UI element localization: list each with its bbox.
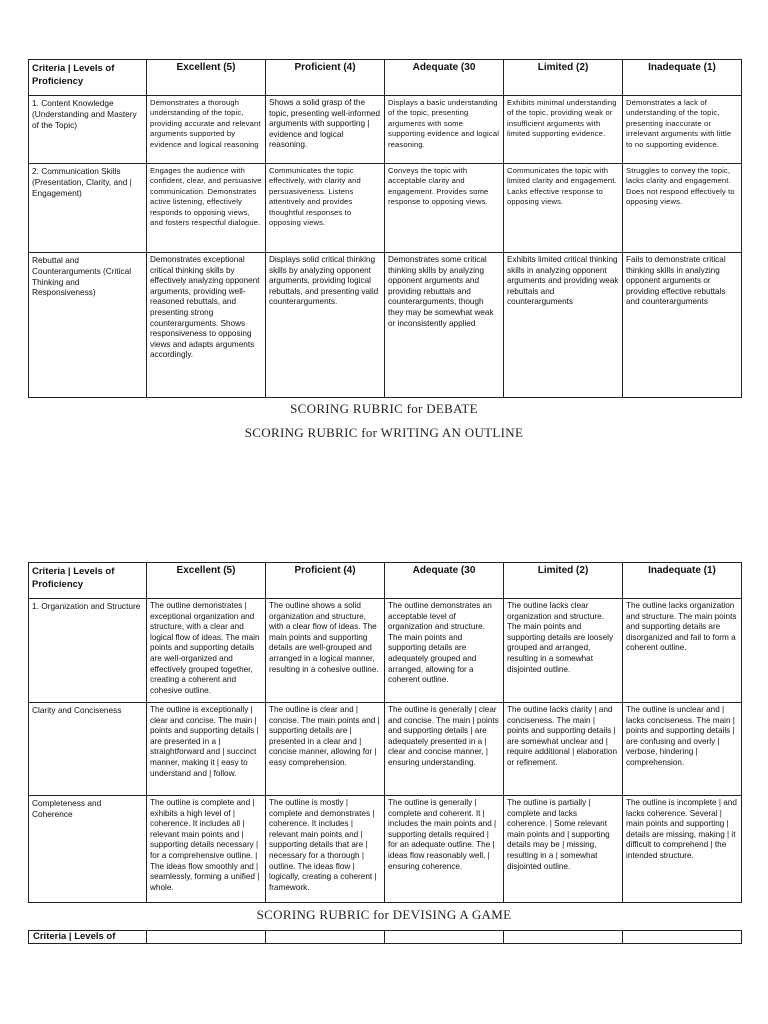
table-row — [29, 703, 742, 796]
descriptor-cell: Displays solid critical thinking skills by analyzing opponent arguments, providing logical rebuttals, and presenting valid counterarguments. — [266, 253, 385, 398]
descriptor-cell: Conveys the topic with acceptable clarity and engagement. Provides some response to opposing views. — [385, 164, 504, 253]
descriptor-cell: The outline lacks clarity | and conciseness. The main | points and supporting details | are somewhat unclear and | require additional | elaboration or refinement. — [504, 703, 623, 796]
descriptor-cell: The outline is mostly | complete and demonstrates | coherence. It includes | relevant main points and | supporting details that are | necessary for a thorough | outline. The ideas flow | logically, creating a coherent | framework. — [266, 796, 385, 903]
table-header-row — [29, 60, 742, 96]
descriptor-cell: The outline is exceptionally | clear and concise. The main | points and supporting details | are presented in a | straightforward and | succinct manner, making it | easy to understand and | follow. — [147, 703, 266, 796]
game-rubric-caption: SCORING RUBRIC for DEVISING A GAME — [256, 907, 512, 922]
descriptor-cell: Demonstrates exceptional critical thinking skills by effectively analyzing opponent arguments, providing well-reasoned rebuttals, and presenting strong counterarguments. Shows responsiveness to opposing views and adapts arguments accordingly. — [147, 253, 266, 398]
descriptor-cell: Shows a solid grasp of the topic, presenting well-informed arguments with supporting | evidence and logical reasoning. — [266, 96, 385, 164]
descriptor-cell: The outline is generally | clear and concise. The main | points and supporting details | are adequately presented in a | clear and concise manner, | ensuring understanding. — [385, 703, 504, 796]
descriptor-cell: The outline lacks clear organization and structure. The main points and supporting details are loosely grouped and arranged, resulting in a somewhat disjointed outline. — [504, 599, 623, 703]
criteria-header: Criteria | Levels of Proficiency — [29, 60, 147, 96]
criterion-label: 1. Content Knowledge (Understanding and Mastery of the Topic) — [29, 96, 147, 164]
table-row — [29, 164, 742, 253]
table-row — [29, 599, 742, 703]
table-header-row — [29, 563, 742, 599]
table-header-row — [29, 931, 742, 944]
criteria-header: Criteria | Levels of — [29, 931, 147, 944]
descriptor-cell: Demonstrates some critical thinking skills by analyzing opponent arguments and providing rebuttals and counterarguments, though they may be somewhat weak or inconsistently applied — [385, 253, 504, 398]
descriptor-cell: Exhibits minimal understanding of the topic, providing weak or insufficient arguments with limited supporting evidence. — [504, 96, 623, 164]
level-header-limited: Limited (2) — [504, 60, 623, 96]
descriptor-cell: Struggles to convey the topic, lacks clarity and engagement. Does not respond effectively to opposing views. — [623, 164, 742, 253]
descriptor-cell: Engages the audience with confident, clear, and persuasive communication. Demonstrates active listening, effectively responds to opposing views, and fosters respectful dialogue. — [147, 164, 266, 253]
criterion-label: Rebuttal and Counterarguments (Critical Thinking and Responsiveness) — [29, 253, 147, 398]
descriptor-cell: The outline is unclear and | lacks conciseness. The main | points and supporting details | are confusing and overly | verbose, hindering | comprehension. — [623, 703, 742, 796]
level-header-inadequate: Inadequate (1) — [623, 60, 742, 96]
level-header-proficient: Proficient (4) — [266, 563, 385, 599]
level-header-excellent: Excellent (5) — [147, 60, 266, 96]
descriptor-cell: Fails to demonstrate critical thinking skills in analyzing opponent arguments or providing effective rebuttals and counterarguments — [623, 253, 742, 398]
empty-header-cell — [147, 931, 266, 944]
descriptor-cell: Displays a basic understanding of the topic, presenting arguments with some supporting evidence and logical reasoning. — [385, 96, 504, 164]
debate-rubric-table — [28, 59, 742, 398]
level-header-inadequate: Inadequate (1) — [623, 563, 742, 599]
game-rubric-table — [28, 930, 742, 944]
descriptor-cell: The outline demonstrates an acceptable level of organization and structure. The main points and supporting details are adequately grouped and arranged, allowing for a coherent outline. — [385, 599, 504, 703]
criterion-label: Completeness and Coherence — [29, 796, 147, 903]
level-header-limited: Limited (2) — [504, 563, 623, 599]
table-row — [29, 96, 742, 164]
level-header-excellent: Excellent (5) — [147, 563, 266, 599]
criterion-label: 1. Organization and Structure — [29, 599, 147, 703]
table-row — [29, 253, 742, 398]
descriptor-cell: The outline demonstrates | exceptional organization and structure, with a clear and logical flow of ideas. The main points and supporting details are well-organized and effectively grouped together, creating a coherent and cohesive outline. — [147, 599, 266, 703]
descriptor-cell: The outline lacks organization and structure. The main points and supporting details are disorganized and fail to form a coherent outline. — [623, 599, 742, 703]
outline-rubric-caption: SCORING RUBRIC for WRITING AN OUTLINE — [244, 425, 524, 440]
descriptor-cell: Communicates the topic effectively, with clarity and persuasiveness. Listens attentively and provides thoughtful responses to opposing views. — [266, 164, 385, 253]
criteria-header: Criteria | Levels of Proficiency — [29, 563, 147, 599]
descriptor-cell: Exhibits limited critical thinking skills in analyzing opponent arguments and providing weak rebuttals and counterarguments — [504, 253, 623, 398]
table-row — [29, 796, 742, 903]
descriptor-cell: Communicates the topic with limited clarity and engagement. Lacks effective response to opposing views. — [504, 164, 623, 253]
descriptor-cell: The outline shows a solid organization and structure, with a clear flow of ideas. The main points and supporting details are well-grouped and arranged in a logical manner, resulting in a cohesive outline. — [266, 599, 385, 703]
empty-header-cell — [623, 931, 742, 944]
debate-rubric-caption: SCORING RUBRIC for DEBATE — [290, 401, 478, 416]
outline-rubric-table — [28, 562, 742, 903]
descriptor-cell: The outline is incomplete | and lacks coherence. Several | main points and supporting | details are missing, making | it difficult to comprehend | the intended structure. — [623, 796, 742, 903]
empty-header-cell — [385, 931, 504, 944]
level-header-proficient: Proficient (4) — [266, 60, 385, 96]
empty-header-cell — [504, 931, 623, 944]
descriptor-cell: The outline is complete and | exhibits a high level of | coherence. It includes all | relevant main points and | supporting details necessary | for a comprehensive outline. | The ideas flow smoothly and | seamlessly, forming a unified | whole. — [147, 796, 266, 903]
criterion-label: Clarity and Conciseness — [29, 703, 147, 796]
descriptor-cell: Demonstrates a lack of understanding of the topic, presenting inaccurate or irrelevant arguments with little to no supporting evidence. — [623, 96, 742, 164]
level-header-adequate: Adequate (30 — [385, 60, 504, 96]
descriptor-cell: Demonstrates a thorough understanding of the topic, providing accurate and relevant arguments supported by evidence and logical reasoning — [147, 96, 266, 164]
empty-header-cell — [266, 931, 385, 944]
descriptor-cell: The outline is clear and | concise. The main points and | supporting details are | presented in a clear and | concise manner, allowing for | easy comprehension. — [266, 703, 385, 796]
level-header-adequate: Adequate (30 — [385, 563, 504, 599]
descriptor-cell: The outline is partially | complete and lacks coherence. | Some relevant main points and | supporting details may be | missing, resulting in a | somewhat disjointed outline. — [504, 796, 623, 903]
descriptor-cell: The outline is generally | complete and coherent. It | includes the main points and | supporting details required | for an adequate outline. The | ideas flow reasonably well, | ensuring coherence. — [385, 796, 504, 903]
criterion-label: 2. Communication Skills (Presentation, Clarity, and | Engagement) — [29, 164, 147, 253]
